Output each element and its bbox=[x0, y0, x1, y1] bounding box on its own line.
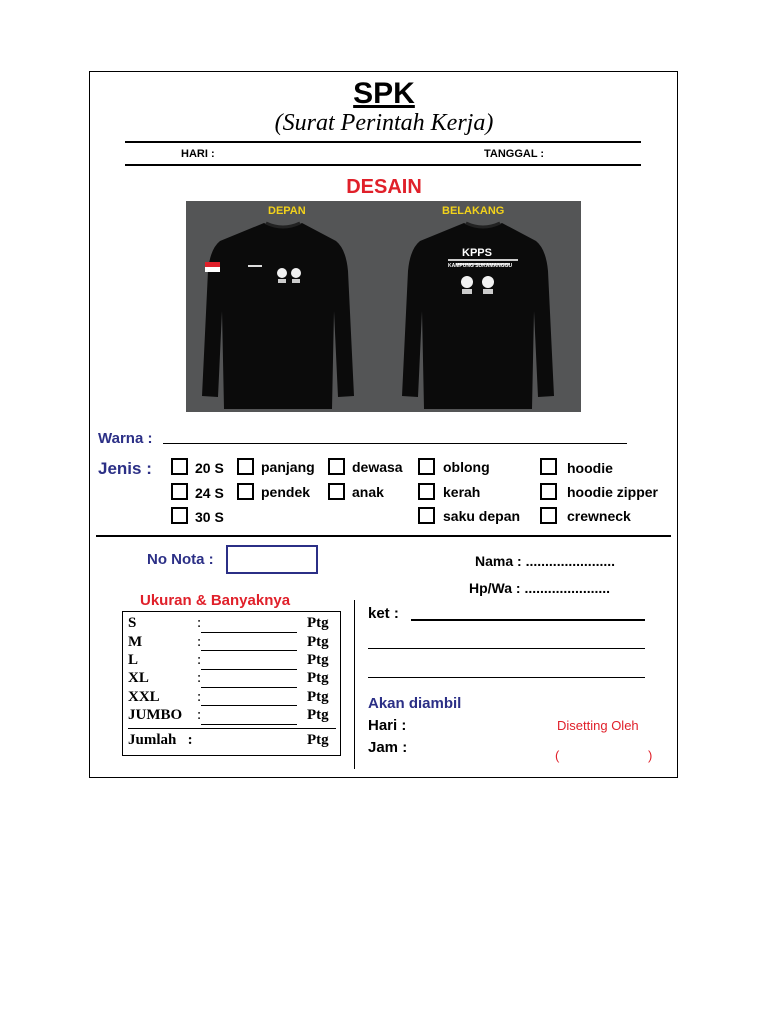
checkbox-24s[interactable] bbox=[171, 483, 188, 500]
option-oblong: oblong bbox=[443, 459, 490, 475]
option-hoodie-zipper: hoodie zipper bbox=[567, 484, 658, 500]
header-divider-top bbox=[125, 141, 641, 143]
size-row-xl: XL bbox=[128, 670, 149, 686]
checkbox-pendek[interactable] bbox=[237, 483, 254, 500]
jenis-label: Jenis : bbox=[98, 459, 152, 478]
total-label: Jumlah : bbox=[128, 732, 193, 748]
option-30s: 30 S bbox=[195, 509, 224, 525]
warna-label: Warna : bbox=[98, 430, 153, 447]
back-print-subtext: KAMPUNG SUKAMANGGU bbox=[448, 263, 513, 269]
ket-line-1[interactable] bbox=[411, 619, 645, 621]
checkbox-hoodie-zipper[interactable] bbox=[540, 483, 557, 500]
warna-input-line[interactable] bbox=[163, 443, 627, 444]
checkbox-30s[interactable] bbox=[171, 507, 188, 524]
size-row-xxl: XXL bbox=[128, 689, 160, 705]
option-dewasa: dewasa bbox=[352, 459, 403, 475]
colon-xl: : bbox=[197, 670, 202, 686]
checkbox-panjang[interactable] bbox=[237, 458, 254, 475]
sizes-heading: Ukuran & Banyaknya bbox=[140, 592, 291, 609]
qty-input-l[interactable] bbox=[201, 669, 297, 670]
checkbox-hoodie[interactable] bbox=[540, 458, 557, 475]
checkbox-dewasa[interactable] bbox=[328, 458, 345, 475]
signature-open-paren: ( bbox=[555, 748, 560, 763]
qty-input-xl[interactable] bbox=[201, 687, 297, 688]
size-row-s: S bbox=[128, 615, 137, 631]
hari-label: HARI : bbox=[181, 148, 215, 160]
colon-xxl: : bbox=[197, 689, 202, 705]
qty-input-xxl[interactable] bbox=[201, 705, 297, 706]
unit-s: Ptg bbox=[307, 615, 329, 631]
no-nota-label: No Nota : bbox=[147, 551, 214, 568]
colon-s: : bbox=[197, 615, 202, 631]
pickup-heading: Akan diambil bbox=[368, 695, 462, 712]
page-title: SPK bbox=[353, 77, 415, 110]
shirt-illustration bbox=[186, 201, 581, 412]
size-row-l: L bbox=[128, 652, 139, 668]
nama-field: Nama : ....................... bbox=[475, 553, 616, 569]
option-anak: anak bbox=[352, 484, 384, 500]
qty-input-m[interactable] bbox=[201, 650, 297, 651]
pickup-jam: Jam : bbox=[368, 739, 408, 756]
signature-close-paren: ) bbox=[648, 748, 653, 763]
unit-xxl: Ptg bbox=[307, 689, 329, 705]
colon-l: : bbox=[197, 652, 202, 668]
header-divider-bottom bbox=[125, 164, 641, 166]
qty-input-s[interactable] bbox=[201, 632, 297, 633]
back-print-text: KPPS bbox=[462, 247, 492, 259]
design-heading: DESAIN bbox=[346, 176, 422, 198]
no-nota-input[interactable] bbox=[226, 545, 318, 574]
pickup-hari: Hari : bbox=[368, 717, 407, 734]
option-panjang: panjang bbox=[261, 459, 315, 475]
qty-input-jumbo[interactable] bbox=[201, 724, 297, 725]
option-kerah: kerah bbox=[443, 484, 481, 500]
unit-m: Ptg bbox=[307, 634, 329, 650]
unit-jumbo: Ptg bbox=[307, 707, 329, 723]
unit-l: Ptg bbox=[307, 652, 329, 668]
tanggal-label: TANGGAL : bbox=[484, 148, 545, 160]
checkbox-kerah[interactable] bbox=[418, 483, 435, 500]
shirt-mockup bbox=[186, 201, 581, 412]
checkbox-saku-depan[interactable] bbox=[418, 507, 435, 524]
checkbox-oblong[interactable] bbox=[418, 458, 435, 475]
total-unit: Ptg bbox=[307, 732, 329, 748]
size-row-m: M bbox=[128, 634, 143, 650]
option-saku-depan: saku depan bbox=[443, 508, 521, 524]
total-divider bbox=[128, 728, 336, 729]
ket-line-3[interactable] bbox=[368, 677, 645, 678]
colon-jumbo: : bbox=[197, 707, 202, 723]
checkbox-anak[interactable] bbox=[328, 483, 345, 500]
back-label: BELAKANG bbox=[442, 205, 505, 217]
option-24s: 24 S bbox=[195, 485, 224, 501]
size-row-jumbo: JUMBO bbox=[128, 707, 183, 723]
checkbox-20s[interactable] bbox=[171, 458, 188, 475]
front-label: DEPAN bbox=[268, 205, 306, 217]
colon-m: : bbox=[197, 634, 202, 650]
page-subtitle: (Surat Perintah Kerja) bbox=[274, 110, 494, 136]
option-pendek: pendek bbox=[261, 484, 311, 500]
unit-xl: Ptg bbox=[307, 670, 329, 686]
checkbox-crewneck[interactable] bbox=[540, 507, 557, 524]
section-divider bbox=[96, 535, 671, 537]
vertical-divider bbox=[354, 600, 355, 769]
set-by-label: Disetting Oleh bbox=[557, 718, 639, 733]
option-crewneck: crewneck bbox=[567, 508, 631, 524]
option-hoodie: hoodie bbox=[567, 460, 613, 476]
hpwa-field: Hp/Wa : ...................... bbox=[469, 580, 611, 596]
option-20s: 20 S bbox=[195, 460, 224, 476]
ket-line-2[interactable] bbox=[368, 648, 645, 649]
ket-label: ket : bbox=[368, 605, 399, 622]
